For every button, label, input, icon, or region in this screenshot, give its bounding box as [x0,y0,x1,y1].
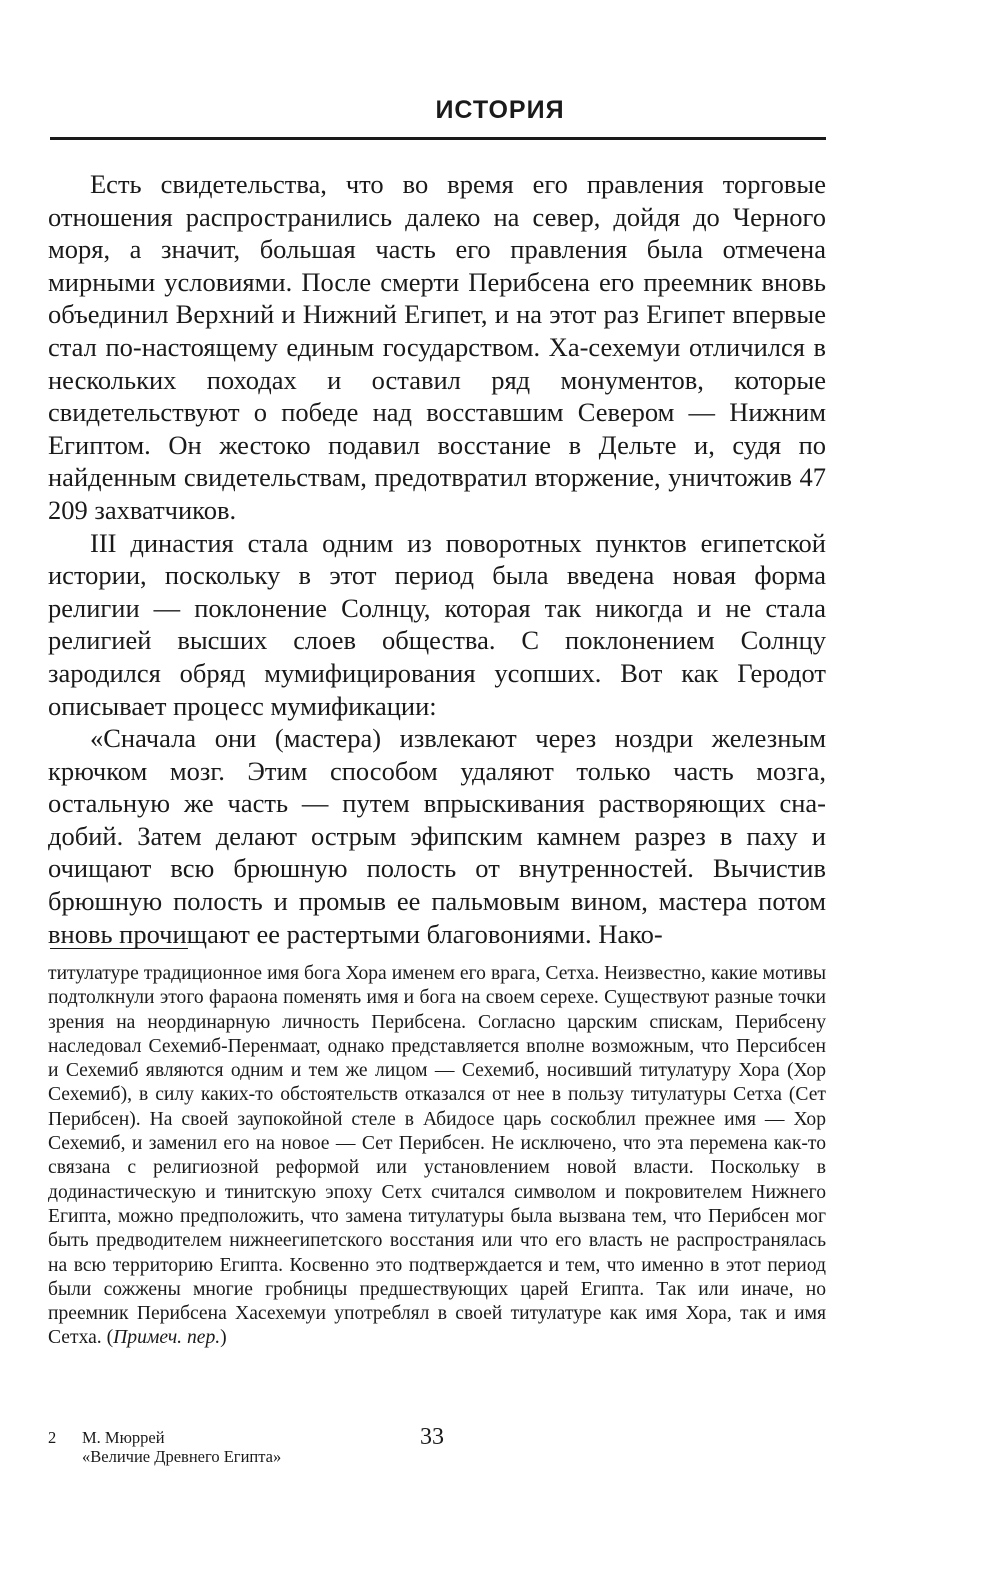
paragraph-trade: Есть свидетельства, что во время его правления торговые отношения распространились далеко на север, дойдя до Черного моря, а значит, большая часть его правления была отмечена мирными условиями. После смерти Перибсена его преемник вновь объединил Верхний и Нижний Египет, и на этот раз Египет впервые стал по-настоящему единым государством. Ха-сехемуи отличился в нескольких походах и оставил ряд монументов, которые свидетельствуют о победе над восставшим Севером — Нижним Египтом. Он жестоко подавил восстание в Дельте и, судя по найденным свидетельствам, предотвратил вторжение, уничтожив 47 209 захватчиков. [48,169,826,525]
footnote-note-open: ( [106,1327,114,1349]
footnote-translator-note: Примеч. пер. [113,1327,221,1349]
paragraph-third-dynasty: III династия стала одним из поворотных пунктов египетской истории, поскольку в этот период была введена новая форма религии — поклонение Солнцу, которая так никогда и не стала религией высших слоев общества. С поклонением Солнцу зародился обряд мумифицирования усопших. Вот как Геродот описывает процесс мумификации: [48,527,826,721]
signature-lines [82,1428,281,1466]
page-number: 33 [420,1424,444,1450]
header-rule [50,137,826,140]
printer-signature [48,1428,281,1466]
footnote-text: титулатуре традиционное имя бога Хора именем его врага, Сетха. Неизвестно, какие мотивы подтолкнули этого фараона поменять имя и бога на своем серехе. Существуют разные точки зрения на неординарную личность Перибсена. Согласно царским спискам, Перибсену наследовал Сехемиб-Перенмаат, однако представляется вполне возможным, что Персибсен и Сехемиб являются одним и тем же лицом — Сехемиб, носивший титулатуру Хора (Хор Сехемиб), в силу каких-то обстоятельств отказался от нее в пользу титулатуры Сетха (Сет Перибсен). На своей заупокойной стеле в Абидосе царь соскоблил прежнее имя — Хор Сехемиб, и заменил его на новое — Сет Перибсен. Не исключено, что эта перемена как-то связана с религиозной реформой или установлением новой власти. Поскольку в додинастическую и тинитскую эпоху Сетх считался символом и покровителем Нижнего Египта, можно предположить, что замена титулатуры была вызвана тем, что Перибсен мог быть предводителем нижнеегипетского восстания или что его власть не распространялась на всю территорию Египта. Косвенно это подтверждается и тем, что именно в этот период были сожжены многие гробницы предшествующих царей Египта. Так или иначе, но преемник Перибсена Хасехемуи употреблял в своей титулатуре как имя Хора, так и имя Сетха. [48,963,826,1349]
footnote [48,962,826,1351]
running-head: ИСТОРИЯ [435,96,565,124]
footnote-rule [50,948,188,949]
paragraph-herodotus-quote: «Сначала они (мастера) извлекают через ноздри железным крючком мозг. Этим способом удаляют только часть мозга, остальную же часть — путем впрыскивания растворяющих снадобий. Затем делают острым эфипским камнем разрез в паху и очищают всю брюшную полость от внутренностей. Вычистив брюшную полость и промыв ее пальмовым вином, мастера потом вновь прочищают ее растертыми благовониями. Нако- [48,723,826,949]
signature-number: 2 [48,1428,57,1447]
main-text [48,168,826,950]
signature-author: М. Мюррей [82,1428,165,1447]
signature-title: «Величие Древнего Египта» [82,1447,282,1466]
footnote-note-close: ) [220,1327,227,1349]
